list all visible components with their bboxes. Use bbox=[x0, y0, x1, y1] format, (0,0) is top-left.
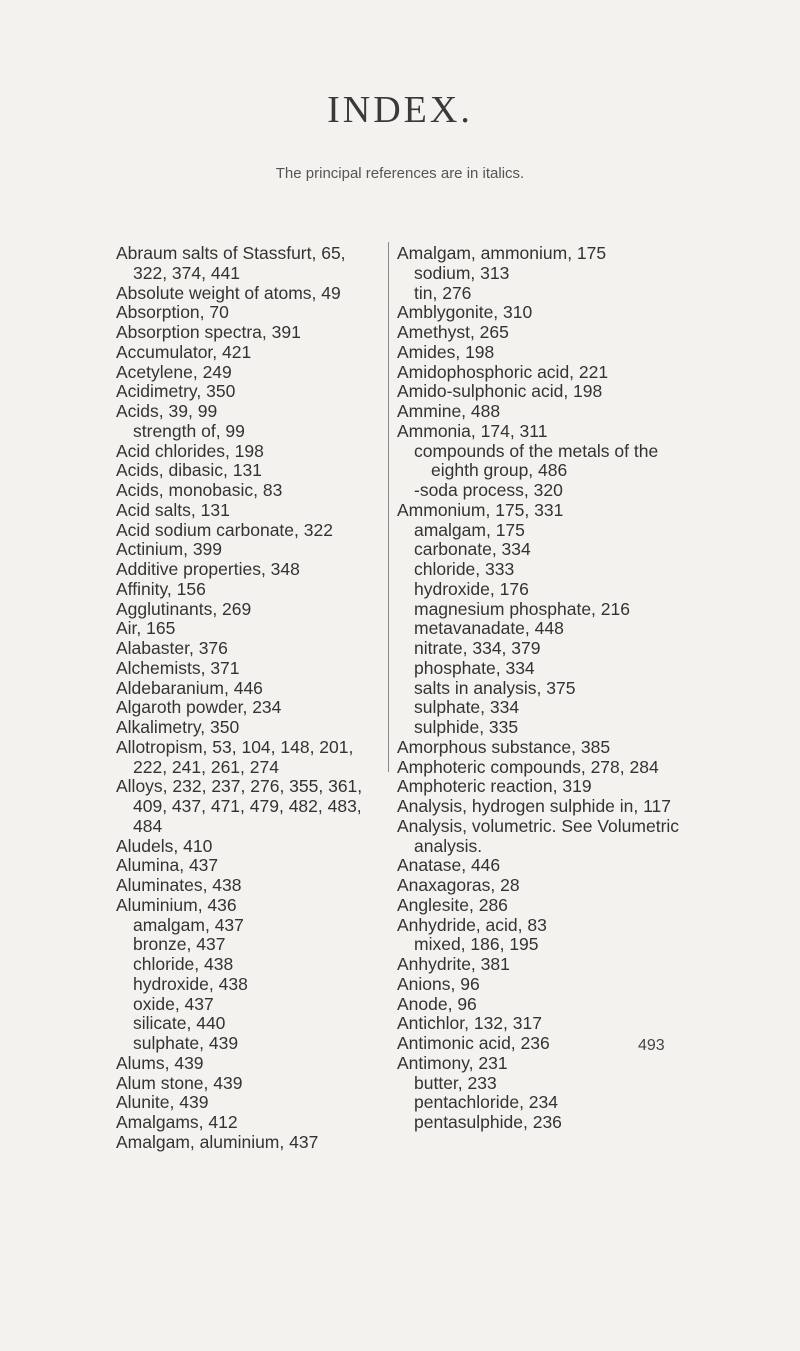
index-entry: Abraum salts of Stassfurt, 65, 322, 374, 441 bbox=[116, 243, 346, 283]
index-subentry: compounds of the metals of the eighth group, 486 bbox=[414, 440, 659, 481]
index-subentry: sodium, 313 bbox=[414, 262, 510, 283]
index-entry: Anhydride, acid, 83 bbox=[397, 914, 547, 935]
index-note: The principal references are in italics. bbox=[275, 165, 525, 182]
index-subentry: butter, 233 bbox=[414, 1072, 497, 1093]
index-subentry: pentasulphide, 236 bbox=[414, 1112, 562, 1132]
index-entry: Amalgams, 412 bbox=[116, 1112, 238, 1132]
index-entry: Analysis, volumetric. See Volumetric analysis. bbox=[397, 815, 680, 856]
index-entry: Aluminium, 436 bbox=[116, 894, 237, 915]
index-entry: Allotropism, 53, 104, 148, 201, 222, 241, 261, 274 bbox=[116, 736, 354, 777]
index-entry: Absolute weight of atoms, 49 bbox=[116, 282, 341, 303]
index-entry: Antimonic acid, 236 bbox=[397, 1033, 550, 1053]
index-entry: Amethyst, 265 bbox=[397, 322, 509, 342]
index-entry: Antichlor, 132, 317 bbox=[397, 1013, 542, 1034]
index-subentry: chloride, 333 bbox=[414, 559, 515, 579]
index-subentry: hydroxide, 176 bbox=[414, 578, 529, 599]
index-entry: Absorption spectra, 391 bbox=[116, 322, 301, 342]
index-subentry: amalgam, 437 bbox=[133, 914, 244, 935]
index-entry: Actinium, 399 bbox=[116, 539, 223, 560]
index-subentry: salts in analysis, 375 bbox=[414, 677, 576, 698]
index-entry: Alumina, 437 bbox=[116, 855, 219, 876]
index-entry: Agglutinants, 269 bbox=[116, 598, 252, 619]
index-entry: Air, 165 bbox=[116, 618, 176, 639]
index-entry: Additive properties, 348 bbox=[116, 559, 300, 579]
index-subentry: sulphide, 335 bbox=[414, 717, 519, 737]
page-number: 493 bbox=[638, 1037, 665, 1054]
index-subentry: chloride, 438 bbox=[133, 954, 234, 974]
index-entry: Accumulator, 421 bbox=[116, 341, 252, 362]
index-subentry: metavanadate, 448 bbox=[414, 618, 564, 639]
index-subentry: pentachloride, 234 bbox=[414, 1092, 558, 1113]
index-subentry: silicate, 440 bbox=[133, 1013, 226, 1034]
index-column-right bbox=[397, 244, 687, 1133]
index-subentry: sulphate, 334 bbox=[414, 697, 520, 718]
index-entry: Anglesite, 286 bbox=[397, 894, 508, 915]
index-entry: Analysis, hydrogen sulphide in, 117 bbox=[397, 796, 672, 816]
index-subentry: hydroxide, 438 bbox=[133, 973, 248, 994]
index-entry: Amalgam, aluminium, 437 bbox=[116, 1131, 319, 1152]
index-entry: Ammonia, 174, 311 bbox=[397, 420, 548, 441]
index-entry: Acids, dibasic, 131 bbox=[116, 460, 262, 481]
index-entry: Amphoteric reaction, 319 bbox=[397, 776, 592, 797]
index-entry: Acid sodium carbonate, 322 bbox=[116, 519, 333, 540]
index-entry: Absorption, 70 bbox=[116, 302, 229, 323]
index-entry: Anatase, 446 bbox=[397, 855, 501, 876]
index-entry: Amidophosphoric acid, 221 bbox=[397, 361, 609, 382]
index-subentry: strength of, 99 bbox=[133, 420, 245, 441]
index-entry: Anaxagoras, 28 bbox=[397, 875, 520, 895]
index-entry: Alum stone, 439 bbox=[116, 1072, 243, 1093]
index-entry: Acidimetry, 350 bbox=[116, 381, 236, 402]
index-entry: Aldebaranium, 446 bbox=[116, 677, 263, 698]
index-entry: Amphoteric compounds, 278, 284 bbox=[397, 756, 659, 777]
index-entry: Anions, 96 bbox=[397, 973, 480, 994]
index-entry: Alchemists, 371 bbox=[116, 657, 240, 678]
index-entry: Ammine, 488 bbox=[397, 401, 501, 421]
index-entry: Aluminates, 438 bbox=[116, 875, 242, 895]
index-column-left bbox=[116, 244, 381, 1153]
index-entry: Anhydrite, 381 bbox=[397, 954, 510, 974]
index-subentry: amalgam, 175 bbox=[414, 519, 525, 540]
index-subentry: tin, 276 bbox=[414, 282, 472, 303]
index-subentry: oxide, 437 bbox=[133, 993, 214, 1014]
index-entry: Ammonium, 175, 331 bbox=[397, 499, 564, 520]
index-entry: Amalgam, ammonium, 175 bbox=[397, 243, 607, 263]
index-entry: Affinity, 156 bbox=[116, 578, 206, 599]
index-entry: Alums, 439 bbox=[116, 1052, 204, 1073]
index-subentry: phosphate, 334 bbox=[414, 657, 535, 678]
index-entry: Amides, 198 bbox=[397, 341, 495, 362]
index-subentry: sulphate, 439 bbox=[133, 1033, 239, 1053]
index-entry: Anode, 96 bbox=[397, 993, 477, 1014]
index-entry: Algaroth powder, 234 bbox=[116, 697, 282, 718]
index-entry: Antimony, 231 bbox=[397, 1052, 508, 1073]
index-entry: Acetylene, 249 bbox=[116, 361, 232, 382]
index-entry: Acid chlorides, 198 bbox=[116, 440, 264, 461]
index-entry: Alloys, 232, 237, 276, 355, 361, 409, 437, 471, 479, 482, 483, 484 bbox=[116, 776, 363, 836]
index-entry: Alunite, 439 bbox=[116, 1092, 209, 1113]
index-entry: Alabaster, 376 bbox=[116, 638, 228, 658]
index-entry: Acid salts, 131 bbox=[116, 499, 230, 520]
index-entry: Amorphous substance, 385 bbox=[397, 736, 611, 757]
index-subentry: -soda process, 320 bbox=[414, 480, 563, 500]
index-entry: Amblygonite, 310 bbox=[397, 302, 533, 323]
index-entry: Amido-sulphonic acid, 198 bbox=[397, 381, 603, 402]
index-entry: Aludels, 410 bbox=[116, 835, 213, 856]
index-entry: Acids, 39, 99 bbox=[116, 401, 218, 421]
index-subentry: carbonate, 334 bbox=[414, 539, 531, 560]
index-entry: Alkalimetry, 350 bbox=[116, 717, 240, 737]
index-entry: Acids, monobasic, 83 bbox=[116, 480, 283, 500]
index-subentry: bronze, 437 bbox=[133, 934, 226, 955]
column-divider bbox=[388, 242, 389, 772]
index-subentry: magnesium phosphate, 216 bbox=[414, 598, 630, 619]
index-subentry: nitrate, 334, 379 bbox=[414, 638, 541, 658]
index-subentry: mixed, 186, 195 bbox=[414, 934, 539, 955]
page-title: INDEX. bbox=[327, 89, 473, 131]
